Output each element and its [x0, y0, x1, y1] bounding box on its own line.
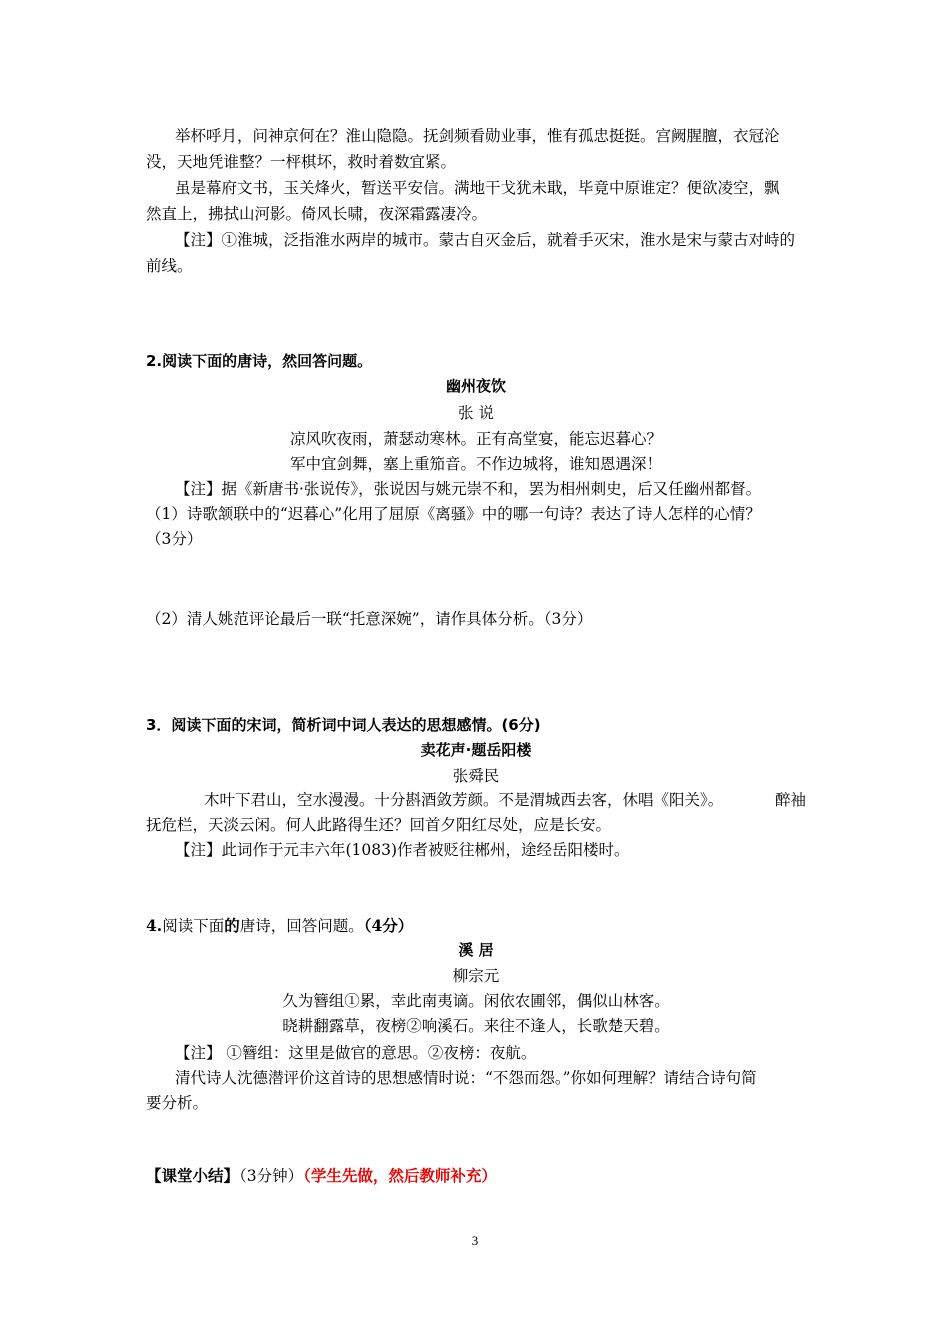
heading-text: 唐诗，回答问题。	[239, 917, 364, 935]
poem-title: 幽州夜饮	[445, 377, 506, 395]
sub-question: （2）清人姚范评论最后一联“托意深婉”，请作具体分析。（3分）	[146, 610, 593, 628]
question-score: （4分）	[363, 916, 414, 935]
question-heading	[146, 916, 413, 936]
page-number: 3	[471, 1233, 479, 1248]
question-number: 4.	[146, 916, 163, 935]
poem-verse: 抚危栏，天淡云闲。何人此路得生还？回首夕阳红尽处，应是长安。	[146, 816, 612, 834]
poem-verse: 凉风吹夜雨，萧瑟动寒林。正有高堂宴，能忘迟暮心？	[289, 430, 662, 448]
poem-note: 【注】①淮城，泛指淮水两岸的城市。蒙古自灭金后，就着手灭宋，淮水是宋与蒙古对峙的	[175, 231, 796, 249]
poem-note: 【注】此词作于元丰六年(1083)作者被贬往郴州，途经岳阳楼时。	[175, 841, 630, 859]
poem-verse: 晓耕翻露草，夜榜②响溪石。来往不逢人，长歌楚天碧。	[282, 1017, 670, 1035]
sub-question-score: （3分）	[146, 530, 203, 548]
summary-instruction: （学生先做，然后教师补充）	[303, 1166, 497, 1185]
poem-title: 溪 居	[458, 941, 494, 959]
poem-line: 没，天地凭谁整？一枰棋坏，救时着数宜紧。	[146, 153, 457, 171]
heading-text: 的	[224, 916, 240, 935]
poem-author: 张 说	[458, 404, 494, 422]
summary-label: 【课堂小结】	[146, 1166, 240, 1185]
poem-line: 虽是幕府文书，玉关烽火，暂送平安信。满地干戈犹未戢，毕竟中原谁定？便欲凌空，飘	[175, 179, 780, 197]
question-heading: 2.阅读下面的唐诗，然回答问题。	[146, 352, 373, 370]
poem-line: 举杯呼月，问神京何在？淮山隐隐。抚剑频看勋业事，惟有孤忠挺挺。宫阙腥膻，衣冠沦	[175, 127, 780, 145]
poem-note: 【注】 ①簪组：这里是做官的意思。②夜榜：夜航。	[175, 1044, 537, 1062]
poem-note: 前线。	[146, 257, 193, 275]
poem-title: 卖花声·题岳阳楼	[420, 741, 532, 759]
poem-note: 【注】据《新唐书·张说传》，张说因与姚元崇不和，罢为相州刺史，后又任幽州都督。	[175, 480, 762, 498]
summary-time: （3分钟）	[239, 1167, 304, 1185]
poem-author: 柳宗元	[452, 967, 500, 985]
poem-verse: 军中宜剑舞，塞上重笳音。不作边城将，谁知恩遇深！	[289, 455, 662, 473]
poem-verse	[146, 790, 806, 810]
sub-question: （1）诗歌颔联中的“迟暮心”化用了屈原《离骚》中的哪一句诗？表达了诗人怎样的心情？	[146, 505, 761, 523]
poem-verse-part: 木叶下君山，空水漫漫。十分斟酒敛芳颜。不是渭城西去客，休唱《阳关》。	[204, 791, 724, 809]
poem-verse-part: 醉袖	[774, 791, 806, 809]
heading-text: 阅读下面	[162, 917, 225, 935]
class-summary	[146, 1166, 497, 1186]
poem-line: 然直上，拂拭山河影。倚风长啸，夜深霜露凄冷。	[146, 205, 488, 223]
question-heading: 3．阅读下面的宋词，简析词中词人表达的思想感情。(6分)	[146, 716, 541, 734]
question-text: 清代诗人沈德潜评价这首诗的思想感情时说：“不怨而怨。”你如何理解？请结合诗句简	[175, 1069, 757, 1087]
question-text: 要分析。	[146, 1094, 209, 1112]
poem-author: 张舜民	[452, 767, 500, 785]
poem-verse: 久为簪组①累，幸此南夷谪。闲依农圃邻，偶似山林客。	[282, 992, 670, 1010]
